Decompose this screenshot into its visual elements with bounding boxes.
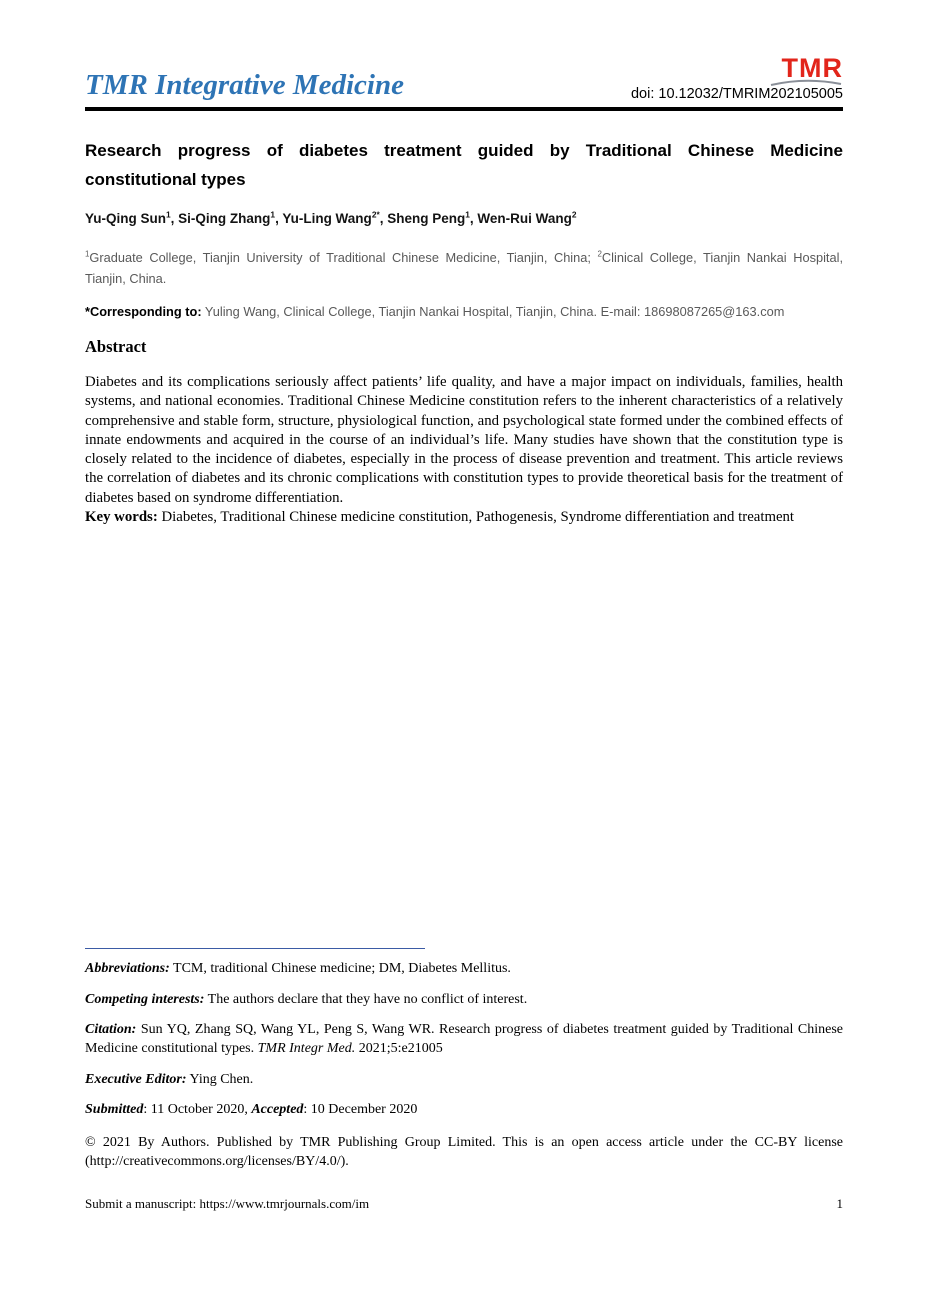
affiliations (85, 247, 843, 289)
footnotes-section (85, 959, 843, 1183)
abstract-text: Diabetes and its complications seriously affect patients’ life quality, and have a major impact on individuals, families, health systems, and national economies. Traditional Chinese Medicine constitution refers to the inherent characteristics of a relatively comprehensive and stable form, structure, physiological function, and psychological state formed under the combined effects of innate endowments and acquired in the course of an individual’s life. Many studies have shown that the constitution type is closely related to the incidence of diabetes, especially in the process of disease prevention and treatment. This article reviews the correlation of diabetes and its chronic complications with constitution types to provide theoretical basis for the treatment of diabetes based on syndrome differentiation. (85, 374, 843, 506)
copyright-notice: © 2021 By Authors. Published by TMR Publishing Group Limited. This is an open access article under the CC-BY license (http://creativecommons.org/licenses/BY/4.0/). (85, 1135, 843, 1169)
keywords-text: Diabetes, Traditional Chinese medicine constitution, Pathogenesis, Syndrome differentiation and treatment (157, 509, 795, 526)
citation-reference: 2021;5:e21005 (355, 1041, 443, 1056)
footnote-text: Ying Chen. (186, 1071, 254, 1087)
tmr-logo (763, 55, 843, 87)
author-affiliation-mark: 1 (166, 209, 171, 220)
page-header (85, 55, 843, 111)
author-affiliation-mark: 1 (270, 209, 276, 220)
abstract-section (85, 373, 843, 527)
author-name: , Wen-Rui Wang (469, 211, 572, 226)
submitted-label: Submitted (85, 1102, 144, 1117)
corresponding-label: *Corresponding to: (85, 304, 202, 319)
tmr-logo-text: TMR (781, 53, 843, 83)
article-title: Research progress of diabetes treatment guided by Traditional Chinese Medicine constitutional types (85, 141, 843, 189)
footnote-label: Competing interests: (85, 991, 205, 1007)
abstract-heading: Abstract (85, 337, 147, 356)
footnote-label: Abbreviations: (85, 961, 170, 976)
accepted-label: Accepted (251, 1102, 304, 1117)
submit-manuscript-url: Submit a manuscript: https://www.tmrjournals.com/im (85, 1196, 370, 1211)
footnote-label: Executive Editor: (85, 1071, 187, 1087)
keywords-label: Key words: (85, 509, 158, 526)
citation-journal-name: TMR Integr Med. (257, 1041, 356, 1056)
footnote-divider (85, 948, 425, 949)
citation-text: Sun YQ, Zhang SQ, Wang YL, Peng S, Wang WR. Research progress of diabetes treatment guided by Traditional Chinese Medicine constitutional types. (85, 1022, 843, 1056)
affiliation-text: Clinical College, Tianjin Nankai Hospital, Tianjin, China. (85, 250, 843, 286)
footnote-abbreviations (85, 959, 843, 978)
footnote-competing-interests (85, 990, 843, 1009)
footnote-text: The authors declare that they have no conflict of interest. (204, 991, 528, 1007)
journal-title: TMR Integrative Medicine (85, 69, 404, 101)
corresponding-note (85, 304, 843, 319)
doi-text: doi: 10.12032/TMRIM202105005 (630, 86, 843, 102)
author-name: Yu-Qing Sun (85, 211, 166, 226)
header-divider (85, 107, 843, 111)
author-affiliation-mark: 1 (465, 209, 470, 220)
author-affiliation-mark: 2 (571, 209, 577, 220)
footnote-executive-editor (85, 1070, 843, 1089)
affiliation-mark: 1 (85, 249, 90, 259)
author-list (85, 211, 843, 226)
author-affiliation-mark: 2* (371, 209, 380, 220)
corresponding-text: Yuling Wang, Clinical College, Tianjin Nankai Hospital, Tianjin, China. E-mail: 18698087265@163.com (201, 304, 785, 319)
footnote-citation (85, 1020, 843, 1058)
author-name: , Si-Qing Zhang (170, 211, 271, 226)
author-name: , Yu-Ling Wang (275, 211, 372, 226)
affiliation-text: Graduate College, Tianjin University of Traditional Chinese Medicine, Tianjin, China; (89, 250, 598, 265)
submitted-date: : 11 October 2020, (143, 1102, 252, 1117)
page-footer (85, 1196, 843, 1212)
affiliation-mark: 2 (597, 249, 602, 259)
author-name: , Sheng Peng (379, 211, 466, 226)
keywords-line (85, 508, 843, 527)
accepted-date: : 10 December 2020 (303, 1102, 418, 1117)
page-number: 1 (836, 1196, 843, 1211)
footnote-label: Citation: (85, 1022, 137, 1037)
footnote-dates (85, 1100, 843, 1119)
footnote-text: TCM, traditional Chinese medicine; DM, Diabetes Mellitus. (169, 961, 511, 976)
